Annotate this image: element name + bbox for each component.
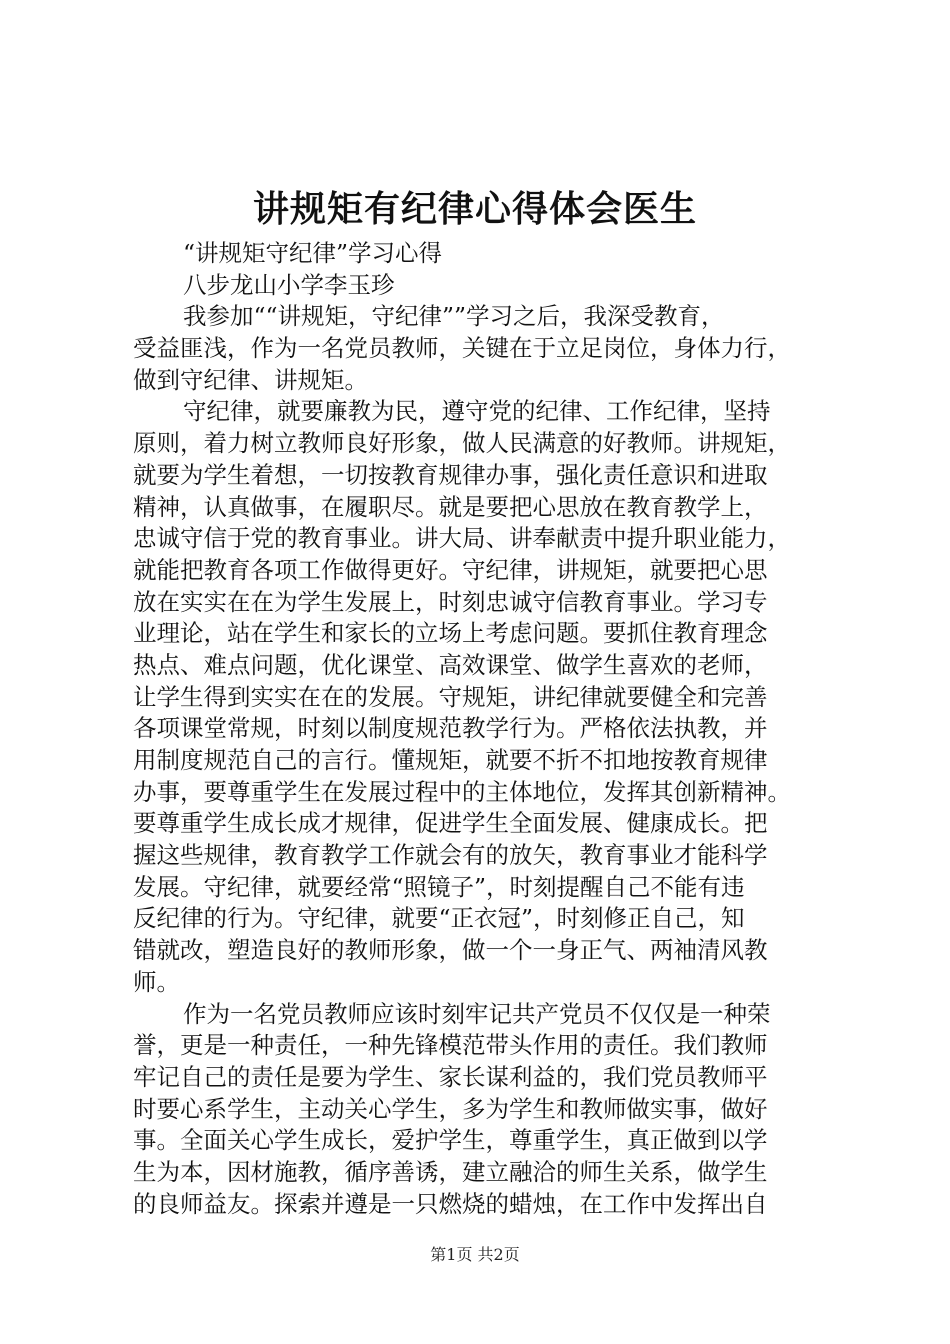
text-line: 牢记自己的责任是要为学生、家长谋利益的，我们党员教师平 — [133, 1062, 768, 1091]
text-line: 要尊重学生成长成才规律，促进学生全面发展、健康成长。把 — [133, 809, 768, 838]
text-line: 精神，认真做事，在履职尽。就是要把心思放在教育教学上， — [133, 492, 768, 521]
text-line: 做到守纪律、讲规矩。 — [133, 365, 368, 394]
text-line: 办事，要尊重学生在发展过程中的主体地位，发挥其创新精神。 — [133, 777, 791, 806]
text-line: 就要为学生着想，一切按教育规律办事，强化责任意识和进取 — [133, 460, 768, 489]
text-line: 生为本，因材施教，循序善诱，建立融洽的师生关系，做学生 — [133, 1157, 768, 1186]
text-line: 师。 — [133, 967, 180, 996]
text-line: 我参加““讲规矩，守纪律””学习之后，我深受教育， — [183, 302, 725, 331]
text-line: “讲规矩守纪律”学习心得 — [183, 239, 443, 267]
text-line: 错就改，塑造良好的教师形象，做一个一身正气、两袖清风教 — [133, 936, 768, 965]
text-line: 作为一名党员教师应该时刻牢记共产党员不仅仅是一种荣 — [183, 999, 771, 1028]
text-line: 事。全面关心学生成长，爱护学生，尊重学生，真正做到以学 — [133, 1126, 768, 1155]
text-line: 誉，更是一种责任，一种先锋模范带头作用的责任。我们教师 — [133, 1031, 768, 1060]
text-line: 八步龙山小学李玉珍 — [183, 270, 395, 299]
text-line: 热点、难点问题，优化课堂、高效课堂、做学生喜欢的老师， — [133, 650, 768, 679]
document-title: 讲规矩有纪律心得体会医生 — [252, 188, 697, 230]
document-body — [133, 238, 843, 1220]
text-line: 握这些规律，教育教学工作就会有的放矢，教育事业才能科学 — [133, 841, 768, 870]
text-line: 放在实实在在为学生发展上，时刻忠诚守信教育事业。学习专 — [133, 587, 768, 616]
page-number-footer: 第1页 共2页 — [430, 1245, 520, 1264]
text-line: 发展。守纪律，就要经常“照镜子”，时刻提醒自己不能有违 — [133, 872, 745, 901]
text-line: 守纪律，就要廉教为民，遵守党的纪律、工作纪律，坚持 — [183, 397, 771, 426]
text-line: 忠诚守信于党的教育事业。讲大局、讲奉献责中提升职业能力， — [133, 524, 791, 553]
text-line: 原则，着力树立教师良好形象，做人民满意的好教师。讲规矩， — [133, 429, 791, 458]
text-line: 就能把教育各项工作做得更好。守纪律，讲规矩，就要把心思 — [133, 555, 768, 584]
text-line: 时要心系学生，主动关心学生，多为学生和教师做实事，做好 — [133, 1094, 768, 1123]
text-line: 让学生得到实实在在的发展。守规矩，讲纪律就要健全和完善 — [133, 682, 768, 711]
text-line: 的良师益友。探索并遵是一只燃烧的蜡烛，在工作中发挥出自 — [133, 1189, 768, 1218]
text-line: 用制度规范自己的言行。懂规矩，就要不折不扣地按教育规律 — [133, 746, 768, 774]
text-line: 反纪律的行为。守纪律，就要“正衣冠”，时刻修正自己，知 — [133, 904, 745, 933]
text-line: 受益匪浅，作为一名党员教师，关键在于立足岗位，身体力行， — [133, 334, 791, 363]
text-line: 各项课堂常规，时刻以制度规范教学行为。严格依法执教，并 — [133, 714, 768, 743]
text-line: 业理论，站在学生和家长的立场上考虑问题。要抓住教育理念 — [133, 619, 768, 648]
